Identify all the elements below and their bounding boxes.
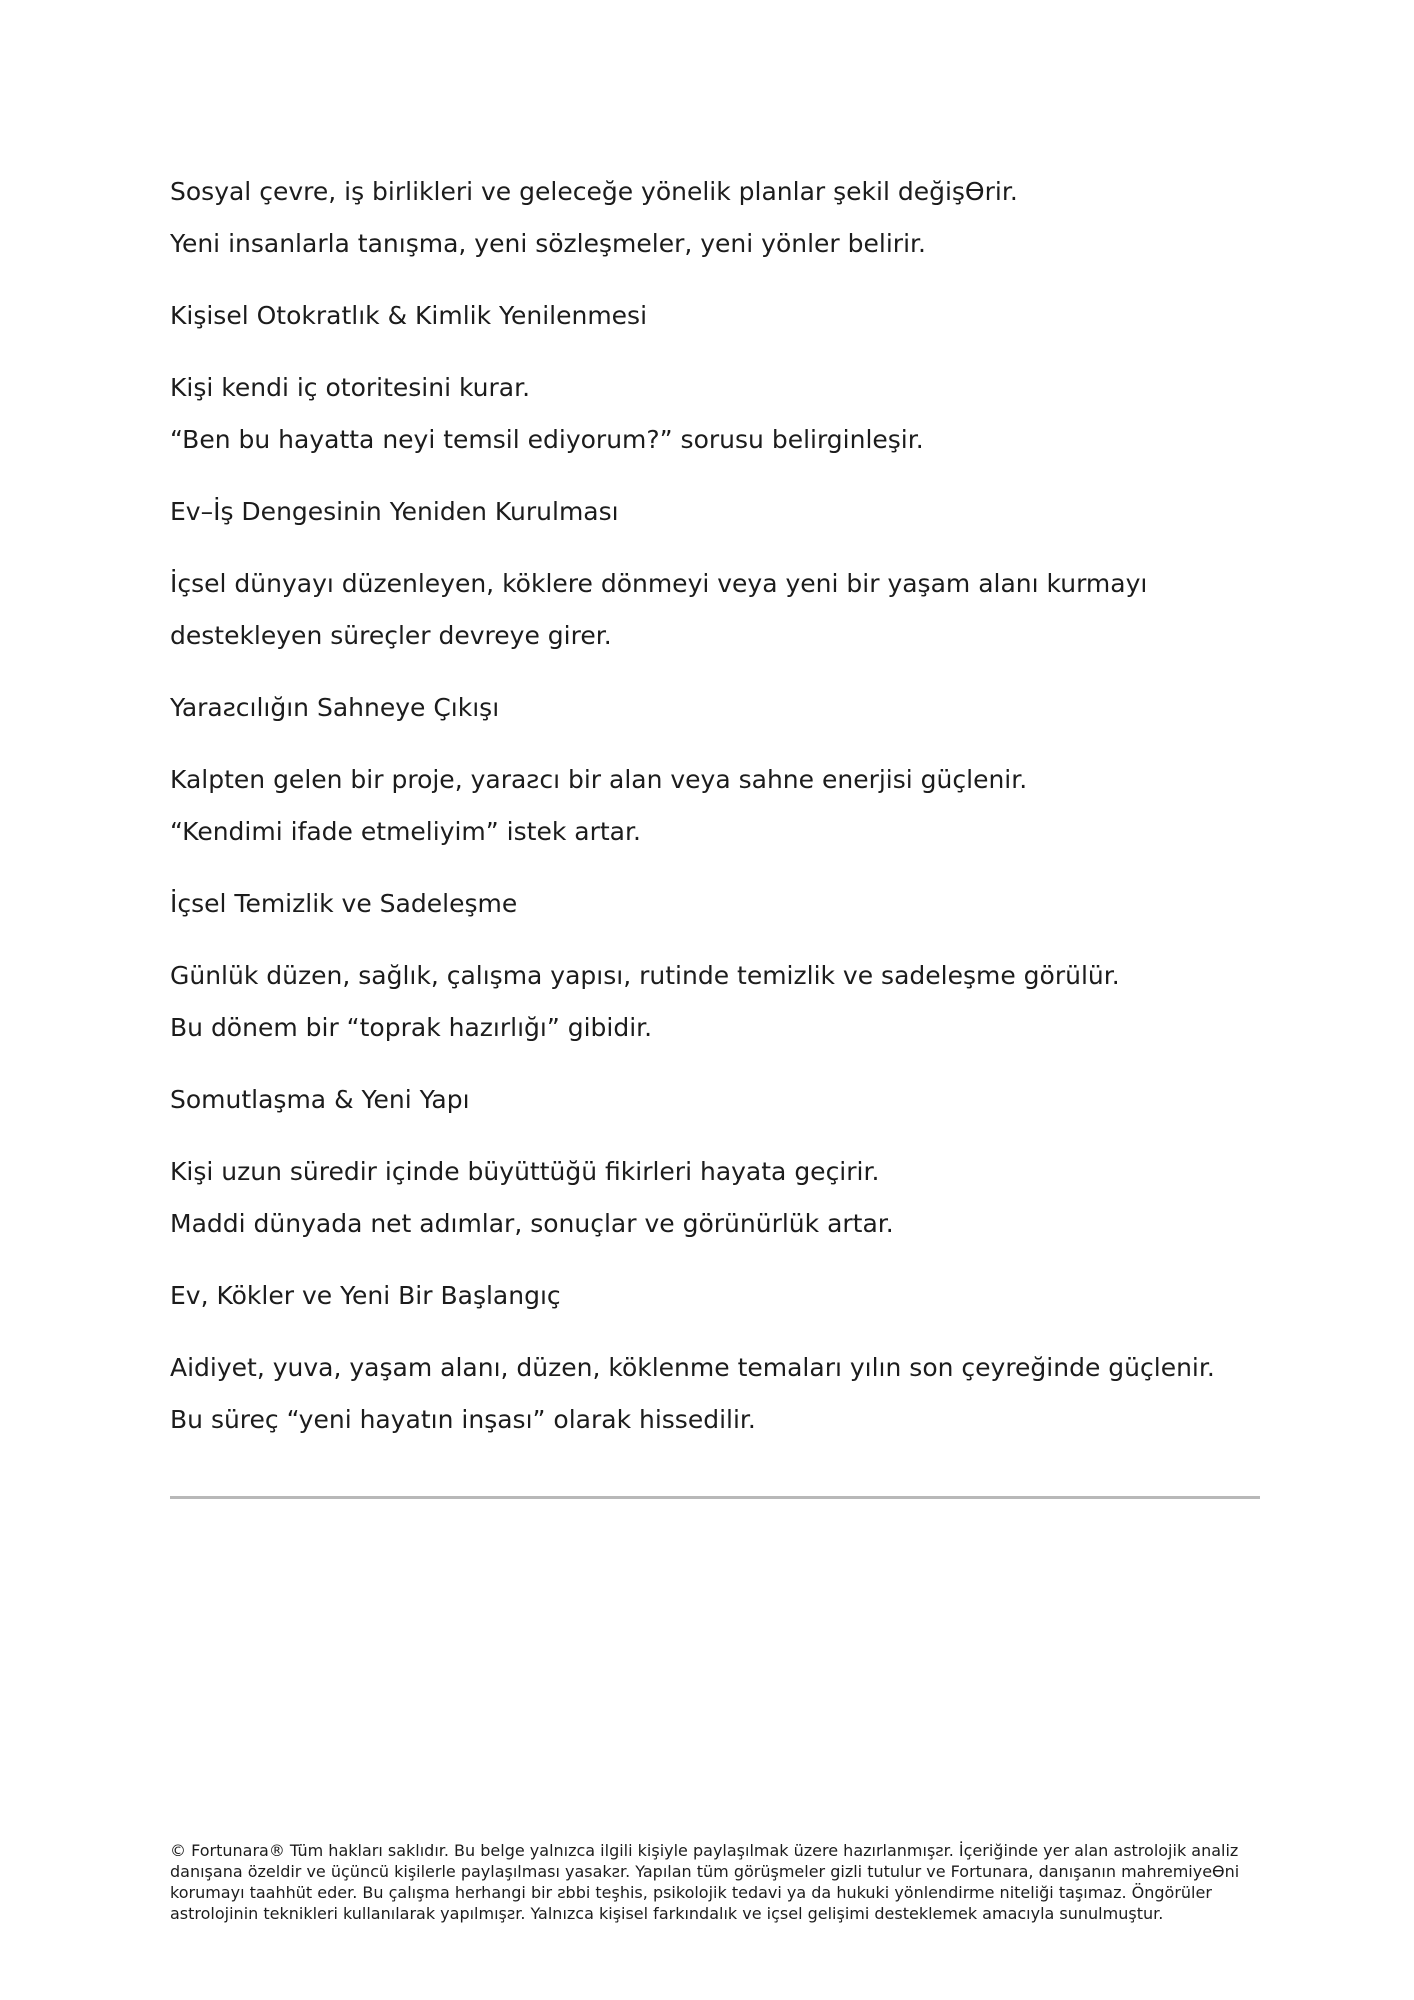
section-social <box>170 166 1260 270</box>
section-heading: Kişisel Otokratlık & Kimlik Yenilenmesi <box>170 301 648 330</box>
paragraph-line: Kişi uzun süredir içinde büyüttüğü fikirleri hayata geçirir. <box>170 1157 880 1186</box>
section-heading: Somutlaşma & Yeni Yapı <box>170 1085 470 1114</box>
paragraph-line: “Ben bu hayatta neyi temsil ediyorum?” sorusu belirginleşir. <box>170 425 924 454</box>
section-structure <box>170 1074 1260 1250</box>
paragraph-line: Bu dönem bir “toprak hazırlığı” gibidir. <box>170 1013 653 1042</box>
section-heading: Ev, Kökler ve Yeni Bir Başlangıç <box>170 1281 561 1310</box>
paragraph-line: Yeni insanlarla tanışma, yeni sözleşmeler, yeni yönler belirir. <box>170 229 926 258</box>
section-home-work <box>170 486 1260 662</box>
section-identity <box>170 290 1260 466</box>
paragraph-line: Bu süreç “yeni hayatın inşası” olarak hissedilir. <box>170 1405 756 1434</box>
section-heading: Yaraƨcılığın Sahneye Çıkışı <box>170 693 500 722</box>
divider <box>170 1496 1260 1499</box>
section-cleansing <box>170 878 1260 1054</box>
section-roots <box>170 1270 1260 1446</box>
section-creativity <box>170 682 1260 858</box>
section-heading: Ev–İş Dengesinin Yeniden Kurulması <box>170 497 619 526</box>
paragraph-line: İçsel dünyayı düzenleyen, köklere dönmeyi veya yeni bir yaşam alanı kurmayı destekleyen süreçler devreye girer. <box>170 569 1148 650</box>
paragraph-line: Aidiyet, yuva, yaşam alanı, düzen, köklenme temaları yılın son çeyreğinde güçlenir. <box>170 1353 1215 1382</box>
paragraph-line: Kalpten gelen bir proje, yaraƨcı bir alan veya sahne enerjisi güçlenir. <box>170 765 1028 794</box>
paragraph-line: Kişi kendi iç otoritesini kurar. <box>170 373 531 402</box>
section-heading: İçsel Temizlik ve Sadeleşme <box>170 889 518 918</box>
document-body <box>170 166 1260 1446</box>
paragraph-line: Sosyal çevre, iş birlikleri ve geleceğe yönelik planlar şekil değişƟrir. <box>170 177 1018 206</box>
paragraph-line: “Kendimi ifade etmeliyim” istek artar. <box>170 817 641 846</box>
paragraph-line: Maddi dünyada net adımlar, sonuçlar ve görünürlük artar. <box>170 1209 894 1238</box>
footer-disclaimer: © Fortunara® Tüm hakları saklıdır. Bu belge yalnızca ilgili kişiyle paylaşılmak üzere hazırlanmışƨr. İçeriğinde yer alan astrolojik analiz danışana özeldir ve üçüncü kişilerle paylaşılması yasakƨr. Yapılan tüm görüşmeler gizli tutulur ve Fortunara, danışanın mahremiyeƟni korumayı taahhüt eder. Bu çalışma herhangi bir ƨbbi teşhis, psikolojik tedavi ya da hukuki yönlendirme niteliği taşımaz. Öngörüler astrolojinin teknikleri kullanılarak yapılmışƨr. Yalnızca kişisel farkındalık ve içsel gelişimi desteklemek amacıyla sunulmuştur. <box>170 1841 1240 1923</box>
paragraph-line: Günlük düzen, sağlık, çalışma yapısı, rutinde temizlik ve sadeleşme görülür. <box>170 961 1120 990</box>
